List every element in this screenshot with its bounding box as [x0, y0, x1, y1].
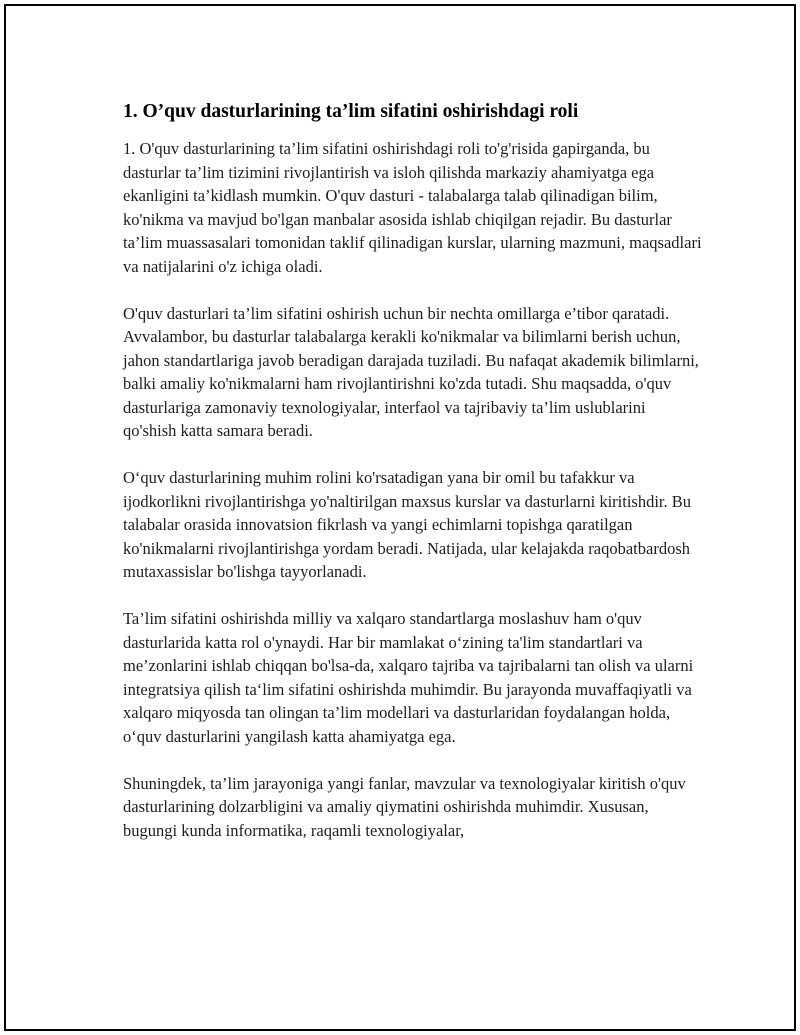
paragraph-creativity: O‘quv dasturlarining muhim rolini ko'rsatadigan yana bir omil bu tafakkur va ijodkorlikni rivojlantirishga yo'naltirilgan maxsus kurslar va dasturlarni kiritishdir. Bu talabalar orasida innovatsion fikrlash va yangi echimlarni topishga qaratilgan ko'nikmalarni rivojlantirishga yordam beradi. Natijada, ular kelajakda raqobatbardosh mutaxassislar bo'lishga tayyorlanadi. — [123, 468, 692, 581]
document-body — [123, 98, 703, 866]
paragraph-intro: 1. O'quv dasturlarining ta’lim sifatini oshirishdagi roli to'g'risida gapirganda, bu dasturlar ta’lim tizimini rivojlantirish va isloh qilishda markaziy ahamiyatga ega ekanligini ta’kidlash mumkin. O'quv dasturi - talabalarga talab qilinadigan bilim, ko'nikma va mavjud bo'lgan manbalar asosida ishlab chiqilgan rejadir. Bu dasturlar ta’lim muassasalari tomonidan taklif qilinadigan kurslar, ularning mazmuni, maqsadlari va natijalarini o'z ichiga oladi. — [123, 139, 702, 276]
paragraph-standards: Ta’lim sifatini oshirishda milliy va xalqaro standartlarga moslashuv ham o'quv dasturlarida katta rol o'ynaydi. Har bir mamlakat o‘zining ta'lim standartlari va me’zonlarini ishlab chiqqan bo'lsa-da, xalqaro tajriba va tajribalarni tan olish va ularni integratsiya qilish ta‘lim sifatini oshirishda muhimdir. Bu jarayonda muvaffaqiyatli va xalqaro miqyosda tan olingan ta’lim modellari va dasturlaridan foydalangan holda, o‘quv dasturlarini yangilash katta ahamiyatga ega. — [123, 609, 694, 746]
section-heading: 1. O’quv dasturlarining ta’lim sifatini oshirishdagi roli — [123, 101, 579, 122]
paragraph-quality-factors: O'quv dasturlari ta’lim sifatini oshirish uchun bir nechta omillarga e’tibor qaratadi. Avvalambor, bu dasturlar talabalarga kerakli ko'nikmalar va bilimlarni berish uchun, jahon standartlariga javob beradigan darajada tuziladi. Bu nafaqat akademik bilimlarni, balki amaliy ko'nikmalarni ham rivojlantirishni ko'zda tutadi. Shu maqsadda, o'quv dasturlariga zamonaviy texnologiyalar, interfaol va tajribaviy ta’lim uslublarini qo'shish katta samara beradi. — [123, 303, 699, 440]
paragraph-new-subjects: Shuningdek, ta’lim jarayoniga yangi fanlar, mavzular va texnologiyalar kiritish o'quv dasturlarining dolzarbligini va amaliy qiymatini oshirishda muhimdir. Xususan, bugungi kunda informatika, raqamli texnologiyalar, — [123, 773, 686, 840]
document-page — [4, 4, 796, 1031]
